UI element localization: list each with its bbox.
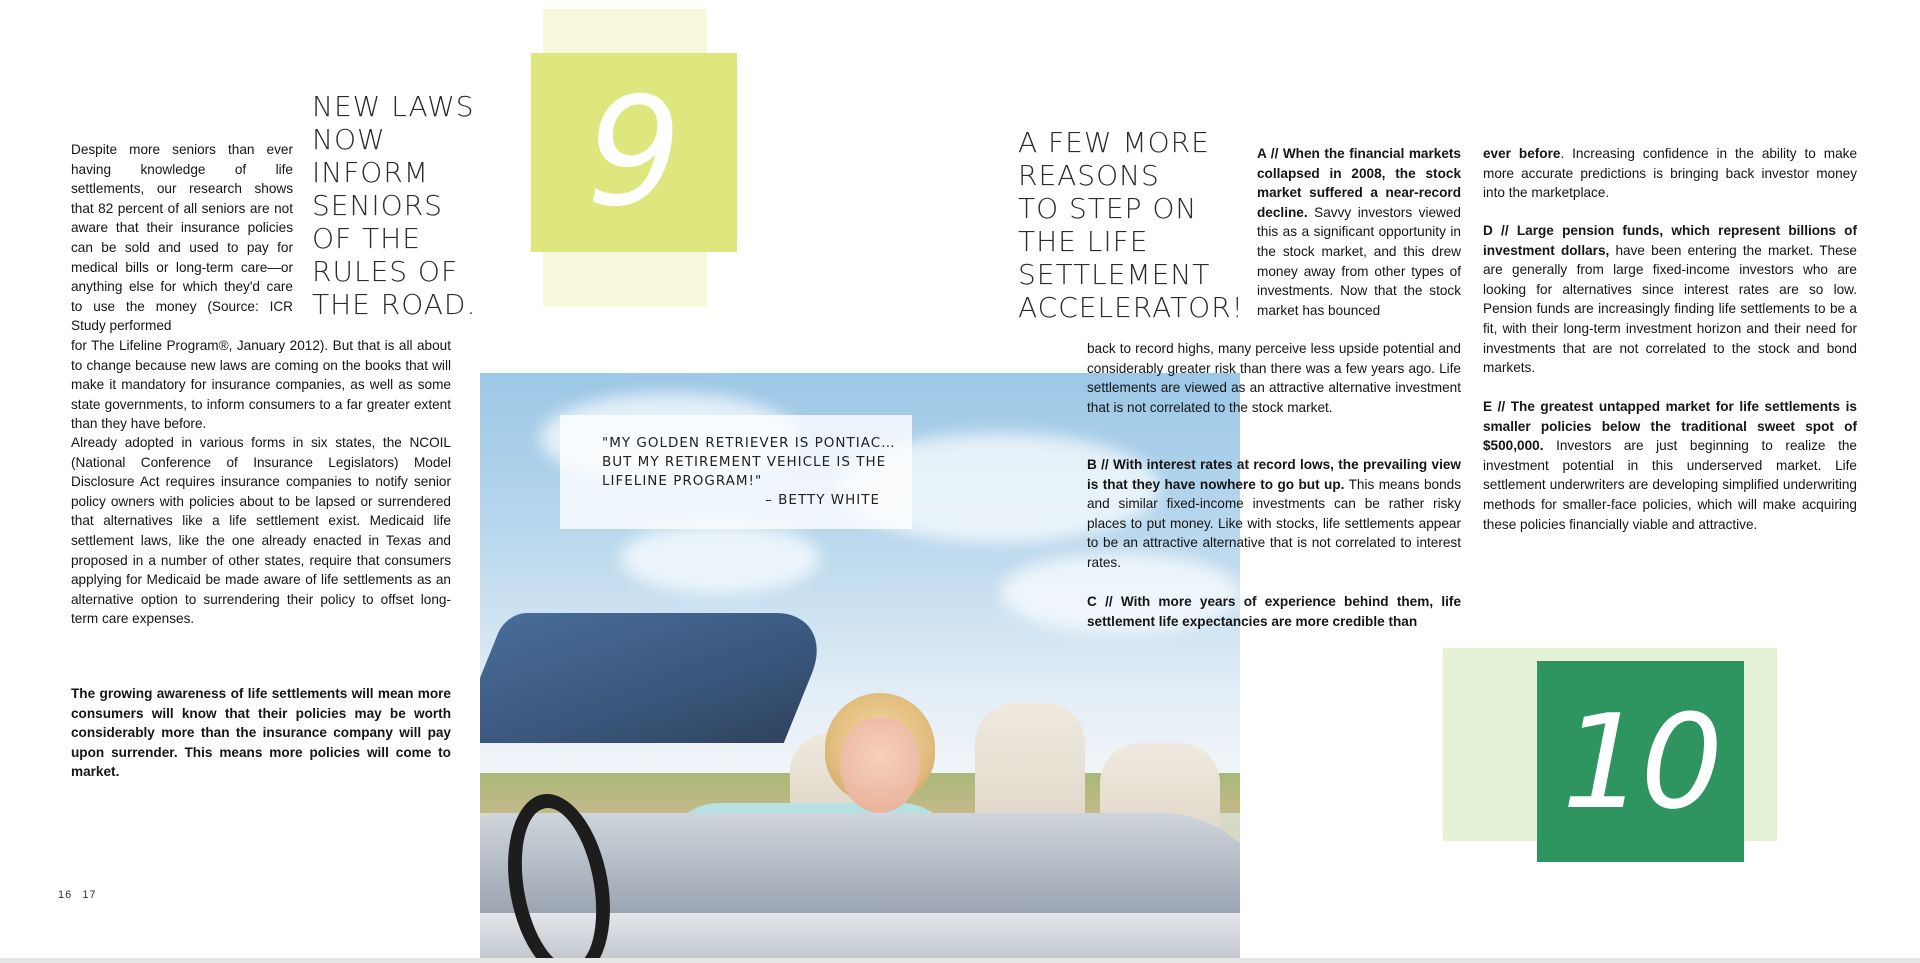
- reason-b: [1087, 455, 1461, 573]
- reason-c-lead: C // With more years of experience behind them, life settlement life expectancies are more credible than: [1087, 594, 1461, 629]
- section-number-9: 9: [586, 65, 682, 240]
- intro-paragraph-top: Despite more seniors than ever having knowledge of life settlements, our research shows that 82 percent of all seniors are not aware that their insurance policies can be sold and used to pay for medical bills or long-term care—or anything else for which they'd care to use the money (Source: ICR Study performed: [71, 142, 293, 334]
- section-10-heading: A FEW MORE REASONS TO STEP ON THE LIFE SETTLEMENT ACCELERATOR!: [1018, 126, 1244, 324]
- reason-e-lead: E // The greatest untapped market for life settlements is smaller policies below the traditional sweet spot of $500,000.: [1483, 399, 1857, 454]
- reason-c-cont-text: . Increasing confidence in the ability to make more accurate predictions is bringing back investor money into the marketplace.: [1483, 146, 1858, 201]
- reason-c-continued: [1483, 144, 1857, 203]
- reason-b-text: This means bonds and similar fixed-income investments can be rather risky places to put money. Like with stocks, life settlements appear to be an attractive alternative that is not correlated to interest rates.: [1087, 476, 1461, 570]
- section-9-heading: NEW LAWS NOW INFORM SENIORS OF THE RULES OF THE ROAD.: [312, 90, 477, 321]
- quote-text: "MY GOLDEN RETRIEVER IS PONTIAC… BUT MY RETIREMENT VEHICLE IS THE LIFELINE PROGRAM!": [602, 435, 896, 489]
- ncoil-paragraph: Already adopted in various forms in six states, the NCOIL (National Conference of Insurance Legislators) Model Disclosure Act requires insurance companies to notify senior policy owners with policies about to be lapsed or surrendered that alternatives like a life settlement exist. Medicaid life settlement laws, like the one already enacted in Texas and proposed in a number of other states, require that consumers applying for Medicaid be made aware of life settlements as an alternative option to surrendering their policy to offset long-term care expenses.: [71, 435, 451, 627]
- reason-d-lead: D // Large pension funds, which represent billions of investment dollars,: [1483, 223, 1857, 258]
- reason-b-lead: B // With interest rates at record lows, the prevailing view is that they have nowhere to go but up.: [1087, 457, 1461, 492]
- page-bottom-edge: [0, 958, 1920, 963]
- page-numbers: [58, 889, 103, 901]
- reason-a-top-text: Savvy investors viewed this as a significant opportunity in the stock market, and this drew money away from other types of investments. Now that the stock market has bounced: [1257, 204, 1461, 318]
- reason-e: [1483, 397, 1857, 534]
- reason-a-bottom: back to record highs, many perceive less upside potential and considerably greater risk than there was a few years ago. Life settlements are viewed as an attractive alternative investment that is not correlated to the stock market.: [1087, 341, 1461, 415]
- reason-c: [1087, 592, 1461, 631]
- reason-d-text: have been entering the market. These are generally from large fixed-income investors who are looking for alternatives since interest rates are so low. Pension funds are increasingly finding life settlements to be a fit, with their long-term investment horizon and their need for investments that are not correlated to the stock and bond markets.: [1483, 242, 1857, 376]
- quote-author: – BETTY WHITE: [765, 492, 880, 508]
- reason-e-text: Investors are just beginning to realize the investment potential in this underserved market. Life settlement underwriters are developing simplified underwriting methods for smaller-face policies, which will make acquiring these policies financially viable and attractive.: [1483, 438, 1857, 532]
- section-number-10: 10: [1561, 685, 1720, 838]
- reason-c-cont-lead: ever before: [1483, 146, 1561, 161]
- reason-a-lead: A // When the financial markets collapsed in 2008, the stock market suffered a near-record decline.: [1257, 146, 1461, 220]
- reason-d: [1483, 221, 1857, 378]
- page-number-right: 17: [82, 889, 97, 901]
- intro-paragraph-bottom: for The Lifeline Program®, January 2012). But that is all about to change because new laws are coming on the books that will make it mandatory for insurance companies, as well as some state governments, to inform consumers to a far greater extent than they have before.: [71, 338, 451, 432]
- reason-a-top: [1257, 144, 1461, 320]
- awareness-paragraph: The growing awareness of life settlements will mean more consumers will know that their policies may be worth considerably more than the insurance company will pay upon surrender. This means more policies will come to market.: [71, 686, 451, 780]
- page-number-left: 16: [58, 889, 73, 901]
